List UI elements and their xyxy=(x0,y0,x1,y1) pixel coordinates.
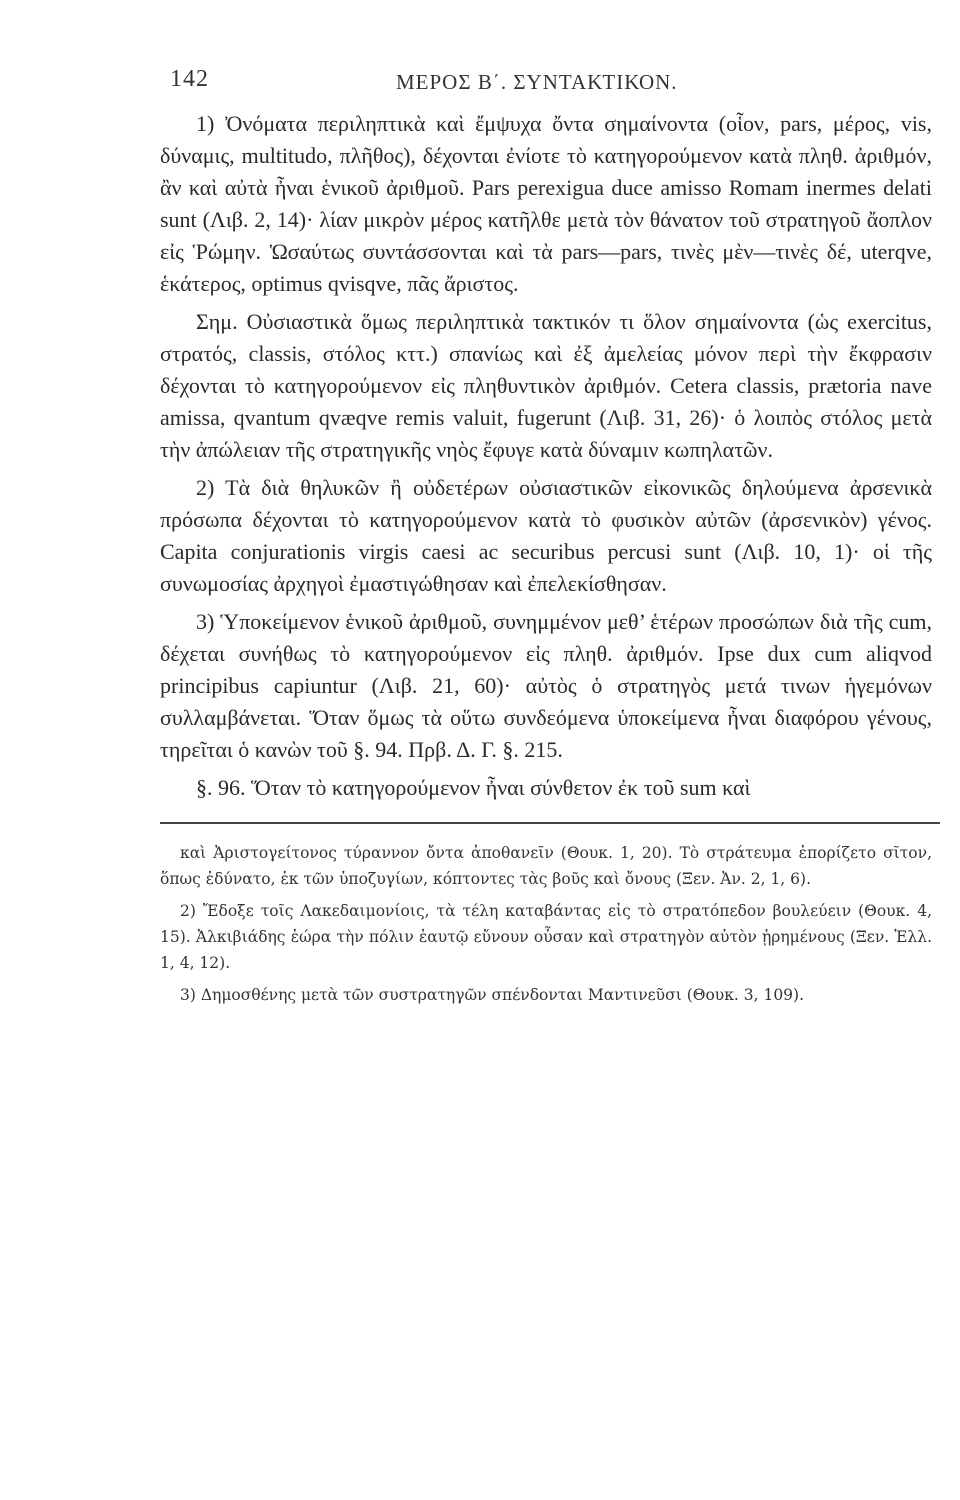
paragraph-note: Σημ. Οὐσιαστικὰ ὅμως περιληπτικὰ τακτικόν τι ὅλον σημαίνοντα (ὡς exercitus, στρατός, classis, στόλος κττ.) σπανίως καὶ ἐξ ἀμελείας μόνον περὶ τὴν ἔκφρασιν δέχονται τὸ κατηγορούμενον εἰς πληθυντικὸν ἀριθμόν. Cetera classis, prætoria nave amissa, qvantum qvæqve remis valuit, fugerunt (Λιβ. 31, 26)· ὁ λοιπὸς στόλος μετὰ τὴν ἀπώλειαν τῆς στρατηγικῆς νηὸς ἔφυγε κατὰ δύναμιν κωπηλατῶν. xyxy=(160,309,932,462)
book-page xyxy=(160,60,940,1460)
footnote-divider xyxy=(160,822,940,824)
section-96-start: §. 96. Ὅταν τὸ κατηγορούμενον ἦναι σύνθετον ἐκ τοῦ sum καὶ xyxy=(196,775,751,800)
footnote-2: 2) Ἔδοξε τοῖς Λακεδαιμονίοις, τὰ τέλη καταβάντας εἰς τὸ στρατόπεδον βουλεύειν (Θουκ. 4, 15). Ἀλκιβιάδης ἑώρα τὴν πόλιν ἑαυτῷ εὔνουν οὖσαν καὶ στρατηγὸν αὐτὸν ᾑρημένους (Ξεν. Ἑλλ. 1, 4, 12). xyxy=(160,902,932,972)
page-number: 142 xyxy=(170,66,209,92)
running-title: ΜΕΡΟΣ Β΄. ΣΥΝΤΑΚΤΙΚΟΝ. xyxy=(396,70,678,94)
paragraph-2: 2) Τὰ διὰ θηλυκῶν ἢ οὐδετέρων οὐσιαστικῶν εἰκονικῶς δηλούμενα ἀρσενικὰ πρόσωπα δέχονται τὸ κατηγορούμενον κατὰ τὸ φυσικὸν αὐτῶν (ἀρσενικὸν) γένος. Capita conjurationis virgis caesi ac securibus percusi sunt (Λιβ. 10, 1)· οἱ τῆς συνωμοσίας ἀρχηγοὶ ἐμαστιγώθησαν καὶ ἐπελεκίσθησαν. xyxy=(160,475,932,596)
footnote-3: 3) Δημοσθένης μετὰ τῶν συστρατηγῶν σπένδονται Μαντινεῦσι (Θουκ. 3, 109). xyxy=(180,986,805,1004)
footnotes xyxy=(160,840,932,1008)
footnote-continuation: καὶ Ἀριστογείτονος τύραννον ὄντα ἀποθανεῖν (Θουκ. 1, 20). Τὸ στράτευμα ἐπορίζετο σῖτον, ὅπως ἐδύνατο, ἐκ τῶν ὑποζυγίων, κόπτοντες τὰς βοῦς καὶ ὄνους (Ξεν. Ἀν. 2, 1, 6). xyxy=(160,844,932,888)
paragraph-3: 3) Ὑποκείμενον ἑνικοῦ ἀριθμοῦ, συνημμένον μεθ’ ἑτέρων προσώπων διὰ τῆς cum, δέχεται συνήθως τὸ κατηγορούμενον εἰς πληθ. ἀριθμόν. Ipse dux cum aliqvod principibus capiuntur (Λιβ. 21, 60)· αὐτὸς ὁ στρατηγὸς μετά τινων ἡγεμόνων συλλαμβάνεται. Ὅταν ὅμως τὰ οὕτω συνδεόμενα ὑποκείμενα ἦναι διαφόρου γένους, τηρεῖται ὁ κανὼν τοῦ §. 94. Πρβ. Δ. Γ. §. 215. xyxy=(160,609,932,762)
main-text xyxy=(160,108,932,804)
page-header xyxy=(160,60,940,108)
paragraph-1: 1) Ὀνόματα περιληπτικὰ καὶ ἔμψυχα ὄντα σημαίνοντα (οἷον, pars, μέρος, vis, δύναμις, multitudo, πλῆθος), δέχονται ἐνίοτε τὸ κατηγορούμενον κατὰ πληθ. ἀριθμόν, ἂν καὶ αὐτὰ ἦναι ἑνικοῦ ἀριθμοῦ. Pars perexigua duce amisso Romam inermes delati sunt (Λιβ. 2, 14)· λίαν μικρὸν μέρος κατῆλθε μετὰ τὸν θάνατον τοῦ στρατηγοῦ ἄοπλον εἰς Ῥώμην. Ὡσαύτως συντάσσονται καὶ τὰ pars—pars, τινὲς μὲν—τινὲς δέ, uterqve, ἑκάτερος, optimus qvisqve, πᾶς ἄριστος. xyxy=(160,111,932,296)
